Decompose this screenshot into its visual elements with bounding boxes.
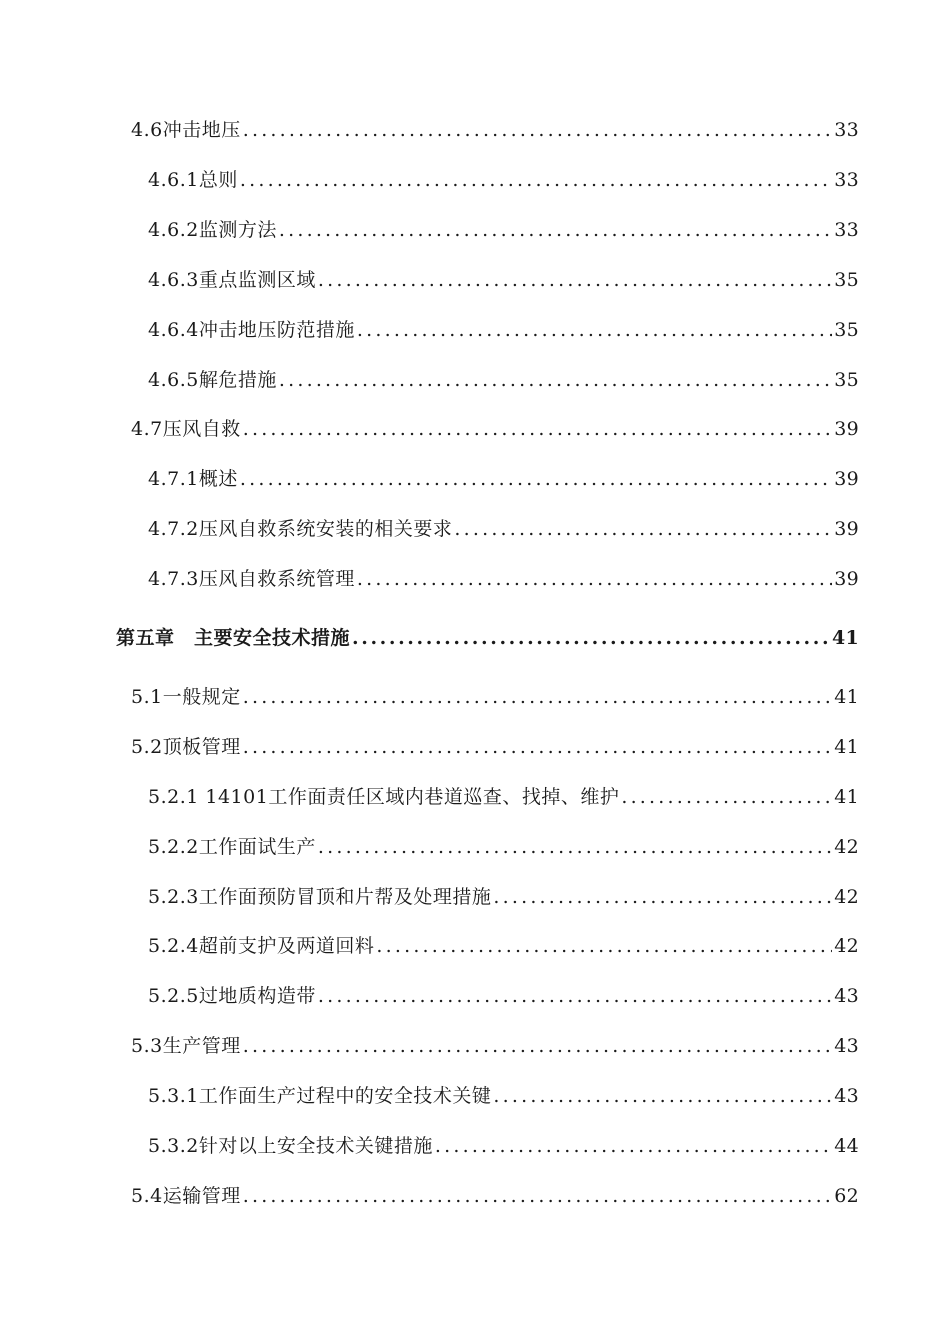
toc-dot-leader [240,467,832,491]
toc-entry-title: 4.6.4冲击地压防范措施 [148,319,355,341]
toc-entry-title: 5.2.2工作面试生产 [148,836,316,858]
toc-entry-title: 4.7.3压风自救系统管理 [148,568,355,590]
toc-page-number: 42 [834,935,859,957]
toc-entry-title: 5.2.1 14101工作面责任区域内巷道巡查、找掉、维护 [148,786,620,808]
toc-page-number: 41 [834,686,859,708]
toc-dot-leader [243,1034,833,1058]
toc-entry[interactable] [148,978,859,1008]
toc-page-number: 33 [834,119,859,141]
toc-entry[interactable] [148,162,859,192]
toc-entry[interactable] [131,729,859,759]
toc-entry-title: 5.4运输管理 [131,1185,241,1207]
toc-entry[interactable] [148,262,859,292]
toc-chapter-entry[interactable] [116,620,859,650]
toc-entry-title: 5.2顶板管理 [131,736,241,758]
toc-entry[interactable] [148,561,859,591]
toc-page-number: 62 [834,1185,859,1207]
toc-dot-leader [243,417,833,441]
toc-dot-leader [279,368,832,392]
toc-entry-title: 4.6冲击地压 [131,119,241,141]
toc-entry-title: 5.3.2针对以上安全技术关键措施 [148,1135,433,1157]
toc-entry[interactable] [148,779,859,809]
toc-dot-leader [243,1184,833,1208]
toc-entry[interactable] [131,411,859,441]
toc-entry[interactable] [148,1128,859,1158]
toc-entry-title: 5.3生产管理 [131,1035,241,1057]
toc-entry-title: 5.2.4超前支护及两道回料 [148,935,375,957]
toc-entry-title: 5.1一般规定 [131,686,241,708]
toc-dot-leader [435,1134,832,1158]
toc-entry-title: 4.6.2监测方法 [148,219,277,241]
toc-entry[interactable] [148,511,859,541]
toc-dot-leader [352,626,830,650]
toc-entry-title: 4.7.1概述 [148,468,238,490]
toc-dot-leader [243,685,833,709]
toc-entry-title: 5.3.1工作面生产过程中的安全技术关键 [148,1085,492,1107]
toc-dot-leader [621,785,832,809]
toc-entry[interactable] [148,362,859,392]
toc-dot-leader [318,835,832,859]
toc-entry[interactable] [131,1178,859,1208]
toc-entry[interactable] [148,1078,859,1108]
toc-entry[interactable] [148,212,859,242]
toc-dot-leader [243,735,833,759]
toc-page-number: 43 [834,1035,859,1057]
toc-dot-leader [493,1084,832,1108]
toc-entry[interactable] [148,461,859,491]
toc-dot-leader [493,885,832,909]
toc-page-number: 41 [834,736,859,758]
toc-entry-title: 4.7压风自救 [131,418,241,440]
toc-page-number: 33 [834,169,859,191]
toc-entry-title: 4.6.3重点监测区域 [148,269,316,291]
toc-entry[interactable] [148,928,859,958]
toc-page-number: 39 [834,568,859,590]
toc-page-number: 33 [834,219,859,241]
toc-dot-leader [376,934,832,958]
toc-entry[interactable] [131,112,859,142]
toc-page-number: 35 [834,269,859,291]
toc-dot-leader [240,168,832,192]
toc-dot-leader [318,268,832,292]
toc-page-number: 44 [834,1135,859,1157]
toc-entry[interactable] [148,879,859,909]
toc-entry[interactable] [131,679,859,709]
toc-page-number: 43 [834,985,859,1007]
toc-page-number: 42 [834,886,859,908]
toc-dot-leader [357,318,832,342]
toc-entry[interactable] [148,312,859,342]
toc-page-number: 35 [834,369,859,391]
toc-entry-title: 4.6.5解危措施 [148,369,277,391]
toc-entry-title: 5.2.3工作面预防冒顶和片帮及处理措施 [148,886,492,908]
toc-chapter-title: 第五章 主要安全技术措施 [116,627,351,649]
toc-page-number: 39 [834,418,859,440]
toc-entry[interactable] [148,829,859,859]
toc-dot-leader [318,984,832,1008]
toc-page-number: 41 [831,627,859,649]
toc-dot-leader [357,567,832,591]
toc-dot-leader [243,118,833,142]
toc-dot-leader [279,218,832,242]
toc-entry-title: 4.6.1总则 [148,169,238,191]
toc-page-number: 35 [834,319,859,341]
toc-entry-title: 5.2.5过地质构造带 [148,985,316,1007]
toc-page-number: 39 [834,468,859,490]
toc-page-number: 42 [834,836,859,858]
toc-dot-leader [454,517,832,541]
toc-page-number: 39 [834,518,859,540]
toc-page-number: 41 [834,786,859,808]
toc-entry-title: 4.7.2压风自救系统安装的相关要求 [148,518,453,540]
toc-page-number: 43 [834,1085,859,1107]
toc-entry[interactable] [131,1028,859,1058]
